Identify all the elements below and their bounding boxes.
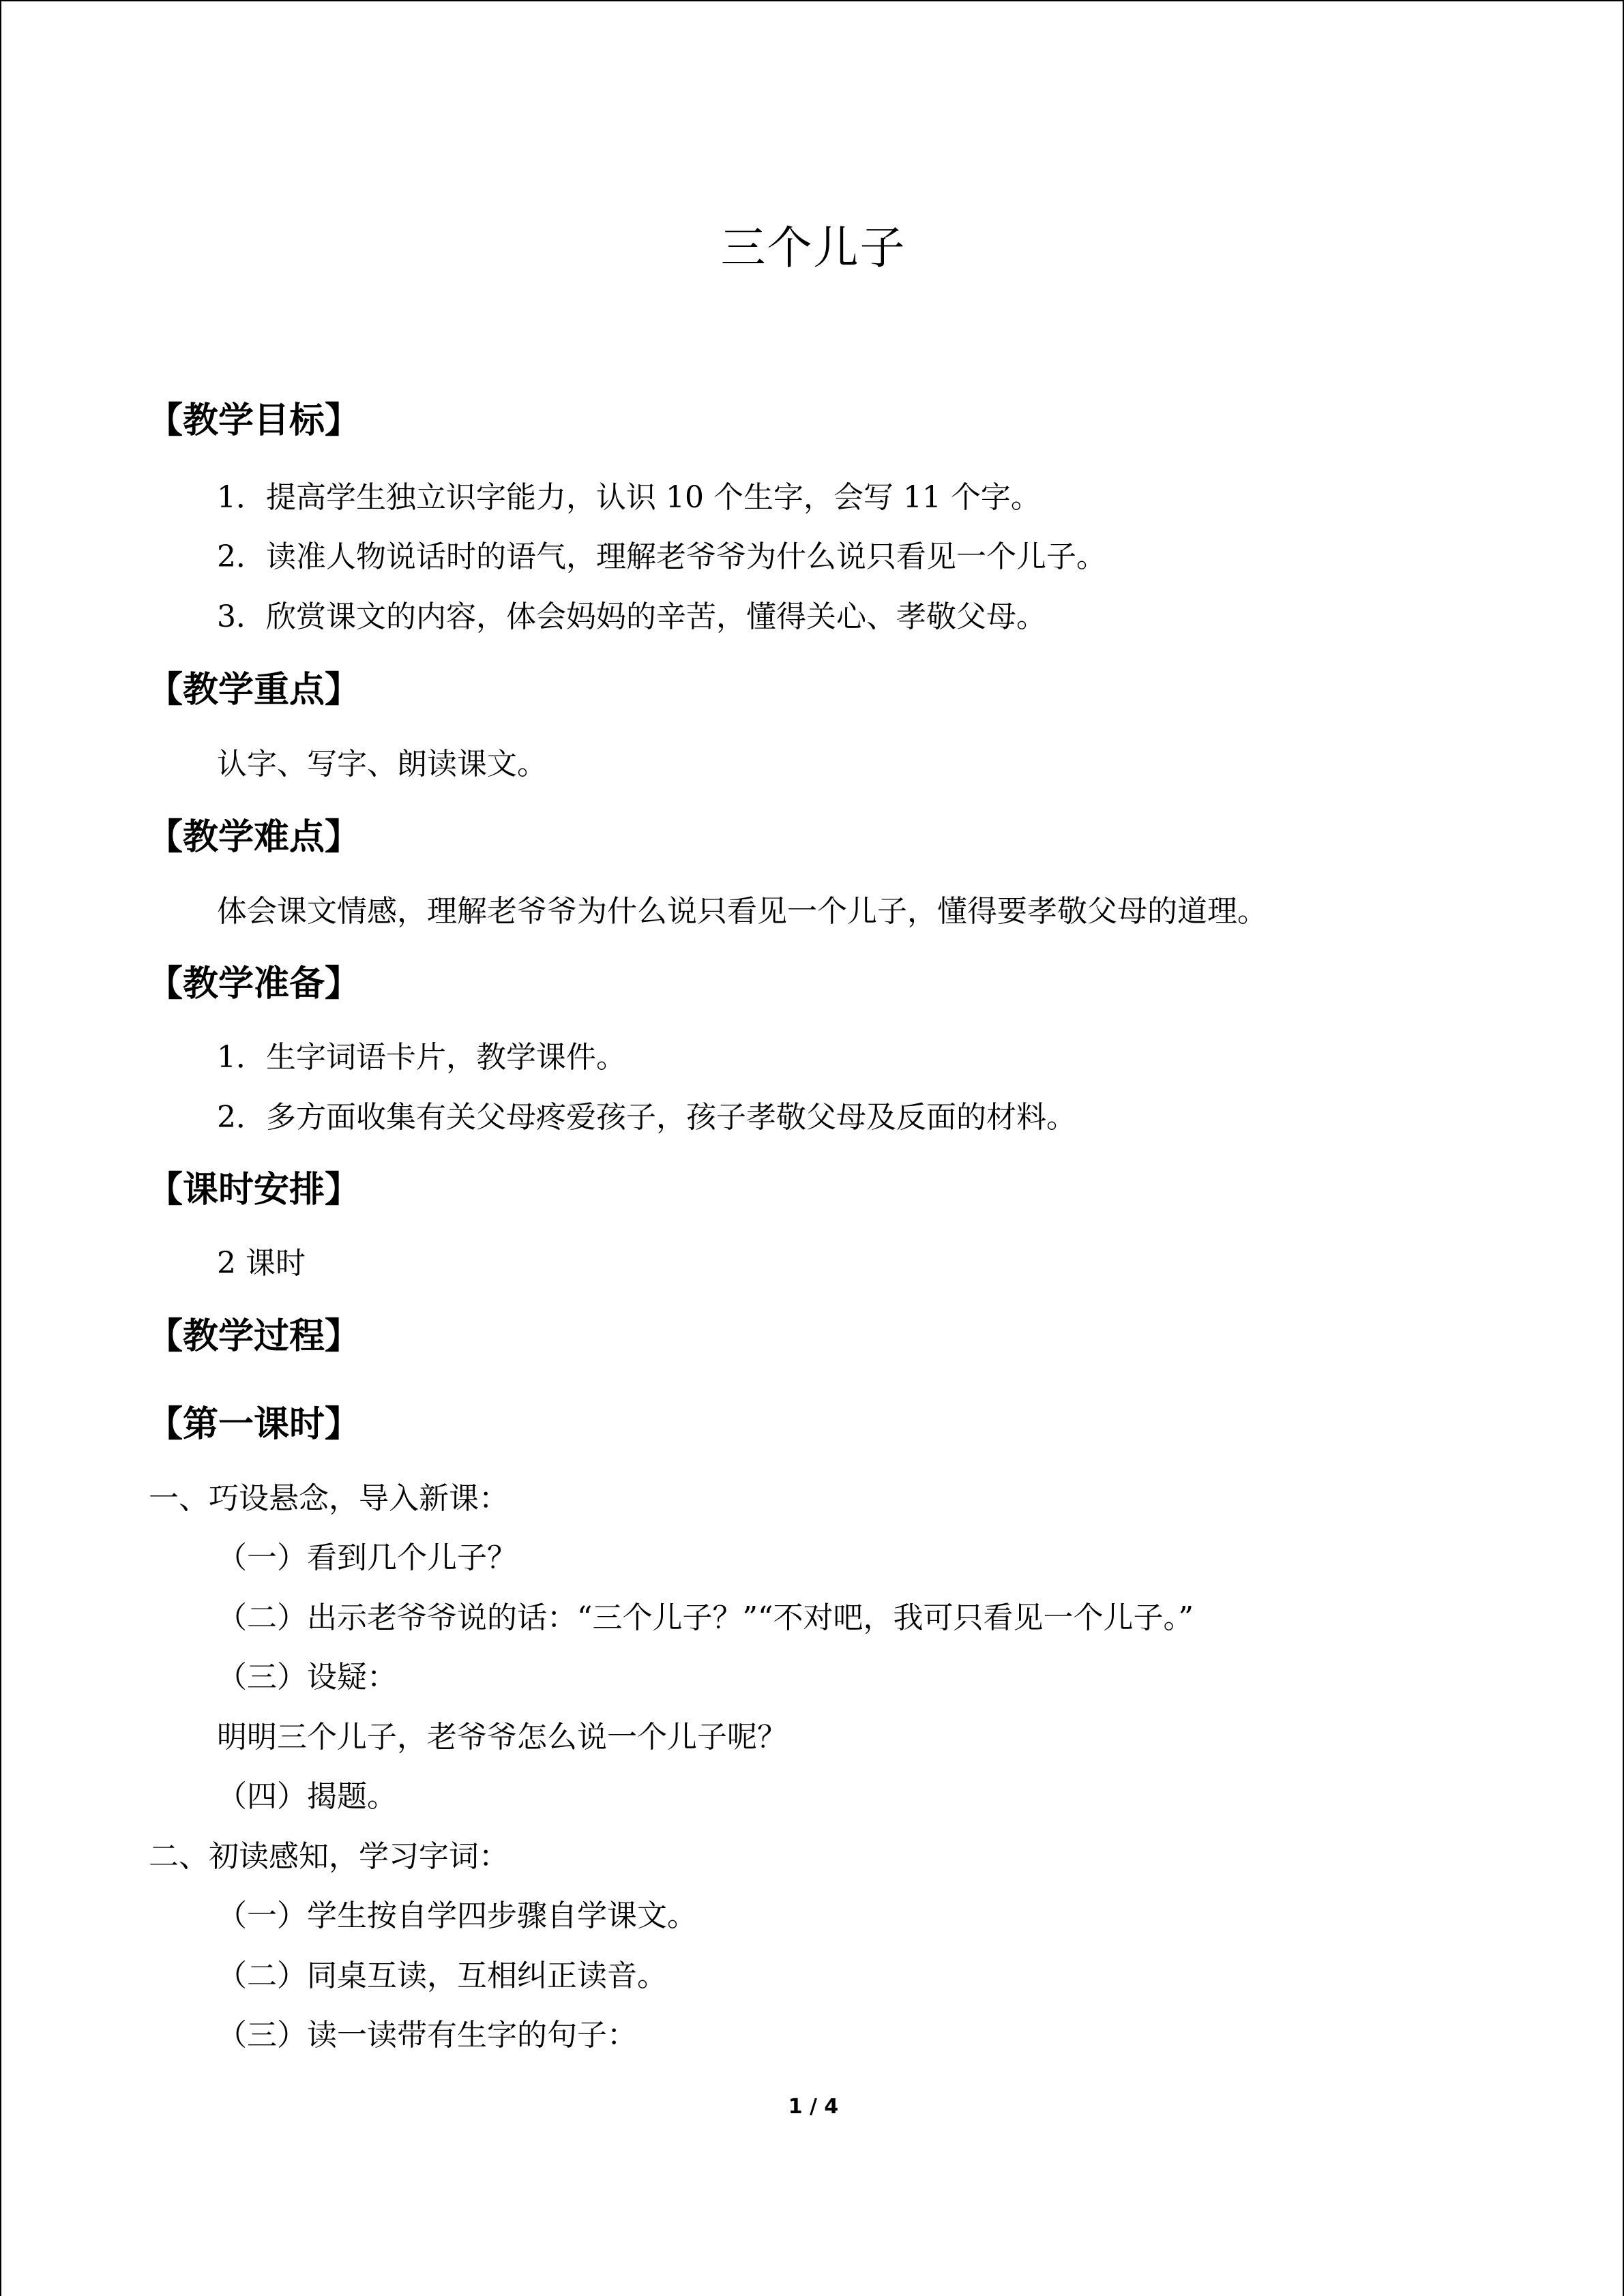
document-title: 三个儿子: [720, 222, 906, 274]
goal-item-2: 2．读准人物说话时的语气，理解老爷爷为什么说只看见一个儿子。: [217, 539, 1106, 574]
heading-teaching-goals: 【教学目标】: [147, 400, 361, 441]
heading-preparation: 【教学准备】: [147, 964, 361, 1004]
part2-item-2: （二）同桌互读，互相纠正读音。: [217, 1958, 667, 1993]
heading-schedule: 【课时安排】: [147, 1169, 361, 1210]
heading-first-lesson: 【第一课时】: [147, 1404, 361, 1445]
part1-title: 一、巧设悬念，导入新课：: [149, 1481, 509, 1516]
difficulties-text: 体会课文情感，理解老爷爷为什么说只看见一个儿子，懂得要孝敬父母的道理。: [217, 894, 1267, 929]
part1-item-1: （一）看到几个儿子？: [217, 1540, 517, 1575]
key-points-text: 认字、写字、朗读课文。: [217, 747, 547, 781]
heading-teaching-process: 【教学过程】: [147, 1316, 361, 1357]
part1-item-3: （三）设疑：: [217, 1660, 397, 1695]
schedule-text: 2 课时: [217, 1246, 306, 1281]
heading-difficulties: 【教学难点】: [147, 817, 361, 858]
preparation-item-1: 1．生字词语卡片，教学课件。: [217, 1040, 626, 1075]
part1-item-5: （四）揭题。: [217, 1779, 397, 1814]
part2-title: 二、初读感知，学习字词：: [149, 1839, 509, 1874]
part2-item-3: （三）读一读带有生字的句子：: [217, 2018, 637, 2053]
heading-key-points: 【教学重点】: [147, 670, 361, 711]
part1-item-4: 明明三个儿子，老爷爷怎么说一个儿子呢？: [217, 1720, 787, 1755]
page-number: 1 / 4: [788, 2095, 839, 2119]
preparation-item-2: 2．多方面收集有关父母疼爱孩子，孩子孝敬父母及反面的材料。: [217, 1100, 1076, 1135]
part2-item-1: （一）学生按自学四步骤自学课文。: [217, 1898, 697, 1933]
goal-item-3: 3．欣赏课文的内容，体会妈妈的辛苦，懂得关心、孝敬父母。: [217, 599, 1046, 634]
goal-item-1: 1．提高学生独立识字能力，认识 10 个生字，会写 11 个字。: [217, 480, 1041, 515]
part1-item-2: （二）出示老爷爷说的话：“三个儿子？”“不对吧，我可只看见一个儿子。”: [217, 1600, 1194, 1635]
